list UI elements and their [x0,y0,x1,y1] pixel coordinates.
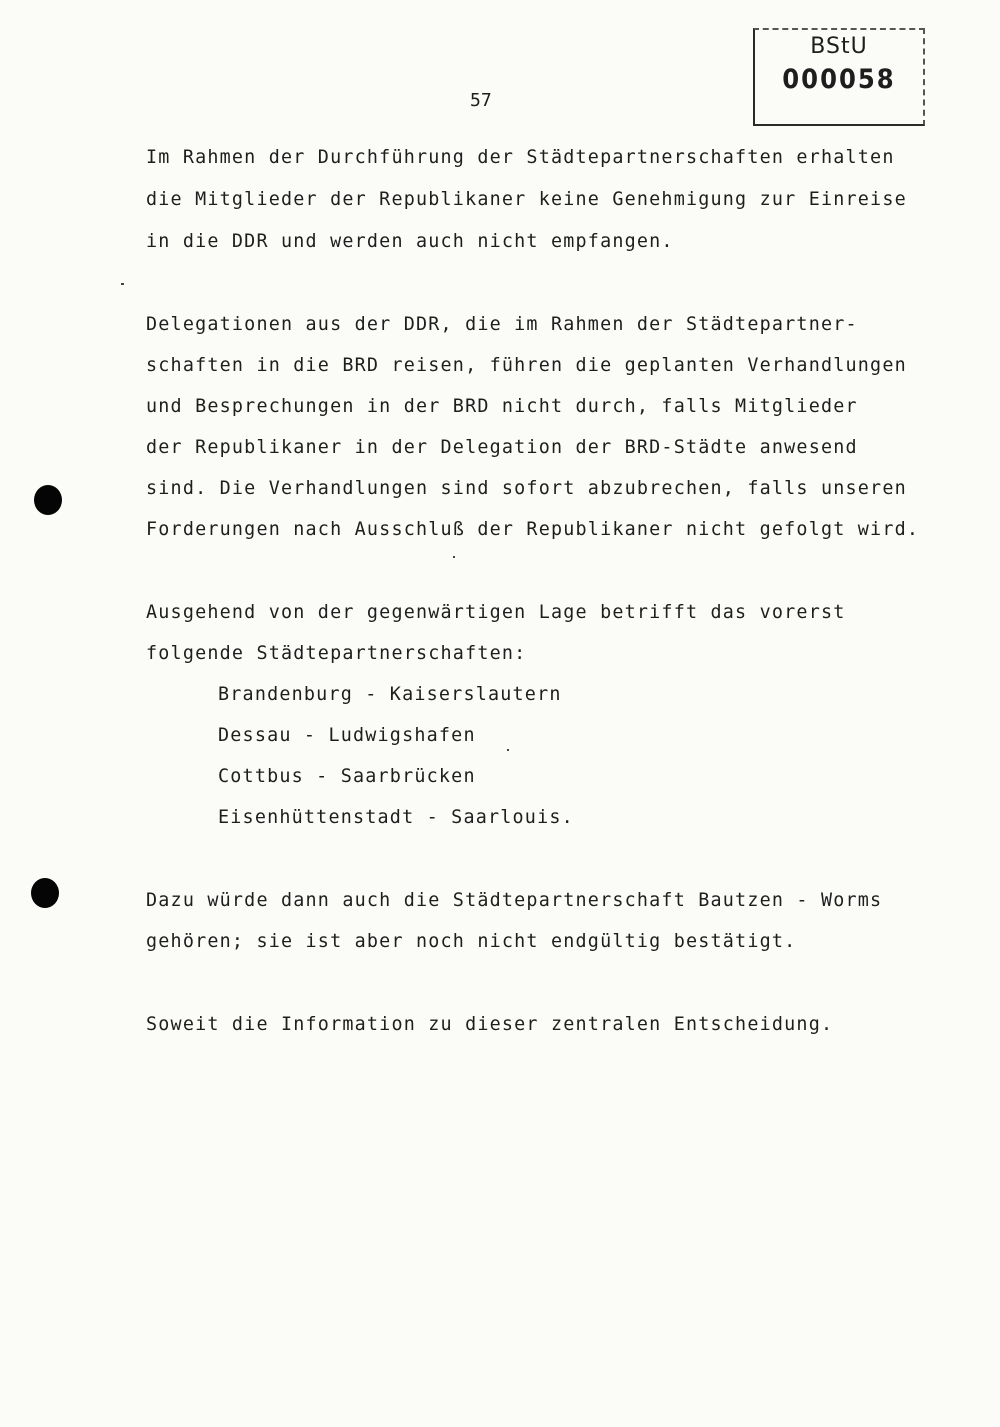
paragraph-2-line-1: Delegationen aus der DDR, die im Rahmen der Städtepartner- [146,314,858,335]
partnership-item: Cottbus - Saarbrücken [218,766,476,787]
paragraph-4-line-2: gehören; sie ist aber noch nicht endgültig bestätigt. [146,931,797,952]
scan-speck [453,556,455,558]
partnership-item: Dessau - Ludwigshafen [218,725,476,746]
paragraph-2-line-6: Forderungen nach Ausschluß der Republikaner nicht gefolgt wird. [146,519,920,540]
paragraph-1-line-3: in die DDR und werden auch nicht empfangen. [146,231,674,252]
paragraph-5-line-1: Soweit die Information zu dieser zentralen Entscheidung. [146,1014,834,1035]
paragraph-3-line-2: folgende Städtepartnerschaften: [146,643,527,664]
scan-speck [121,283,124,285]
stamp-archive-label: BStU [810,34,868,59]
archive-stamp [753,28,925,126]
partnership-item: Brandenburg - Kaiserslautern [218,684,562,705]
paragraph-2-line-2: schaften in die BRD reisen, führen die geplanten Verhandlungen [146,355,907,376]
punch-hole [31,878,59,908]
paragraph-4-line-1: Dazu würde dann auch die Städtepartnerschaft Bautzen - Worms [146,890,883,911]
paragraph-2-line-3: und Besprechungen in der BRD nicht durch, falls Mitglieder [146,396,858,417]
paragraph-2-line-5: sind. Die Verhandlungen sind sofort abzubrechen, falls unseren [146,478,907,499]
scan-speck [507,749,509,751]
paragraph-2-line-4: der Republikaner in der Delegation der BRD-Städte anwesend [146,437,858,458]
punch-hole [34,485,62,515]
paragraph-1-line-1: Im Rahmen der Durchführung der Städtepartnerschaften erhalten [146,147,895,168]
stamp-page-number: 000058 [782,64,896,95]
page-number: 57 [470,90,492,111]
paragraph-3-line-1: Ausgehend von der gegenwärtigen Lage betrifft das vorerst [146,602,846,623]
paragraph-1-line-2: die Mitglieder der Republikaner keine Genehmigung zur Einreise [146,189,907,210]
partnership-item: Eisenhüttenstadt - Saarlouis. [218,807,574,828]
